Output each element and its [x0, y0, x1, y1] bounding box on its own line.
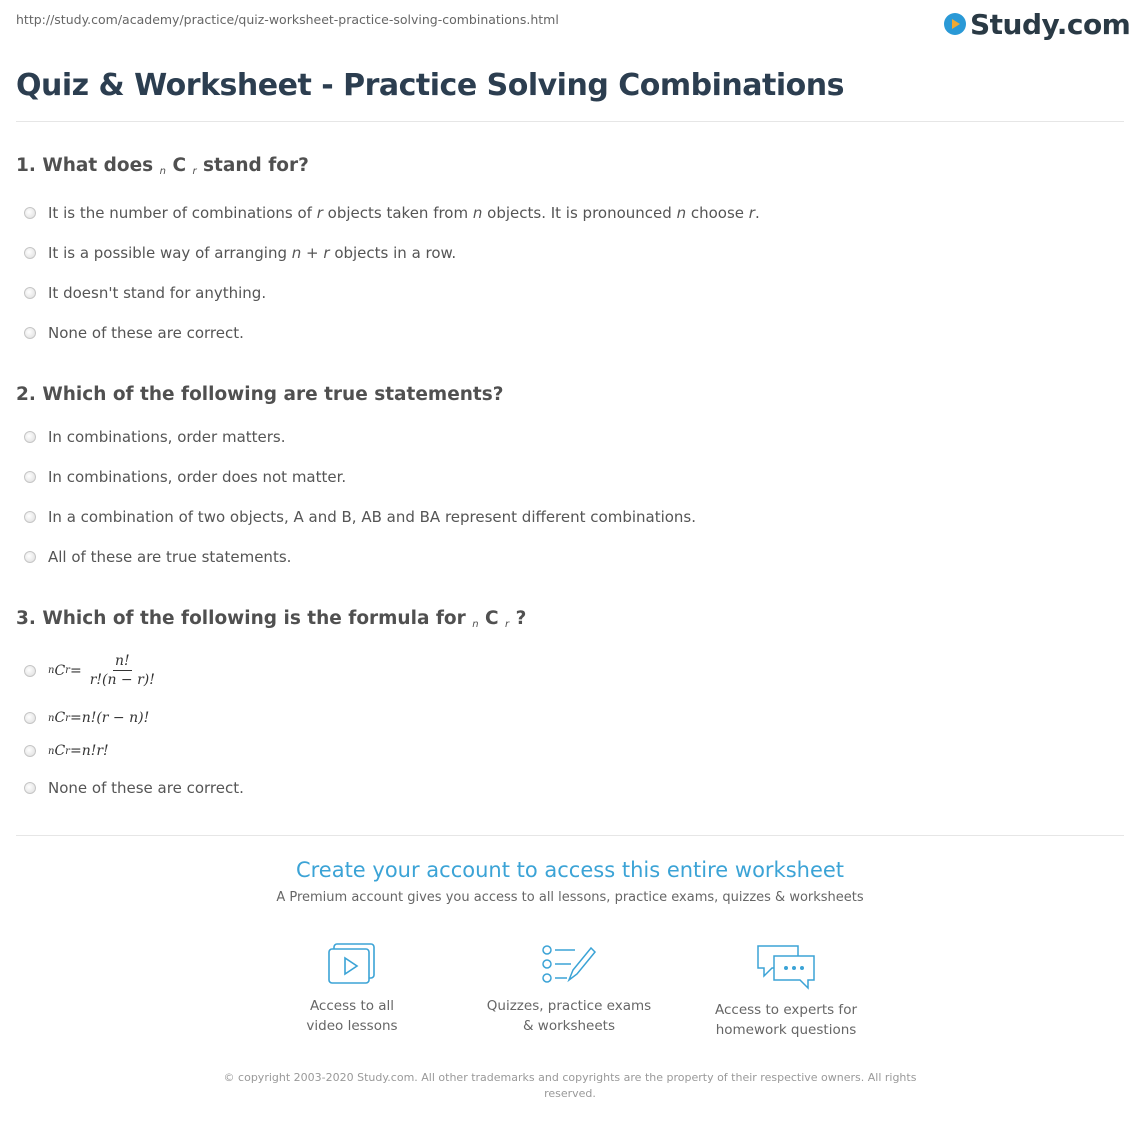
option-text: It doesn't stand for anything. [48, 284, 267, 302]
answer-option[interactable] [24, 779, 244, 797]
copyright: © copyright 2003-2020 Study.com. All other trademarks and copyrights are the property of their respective owners. All rights reserved. [223, 1071, 917, 1100]
option-text: None of these are correct. [48, 324, 244, 342]
radio-button[interactable] [24, 471, 36, 483]
page-url: http://study.com/academy/practice/quiz-worksheet-practice-solving-combinations.html [16, 12, 559, 27]
question-3: 3. Which of the following is the formula for $_n$ C $_r$ ? [16, 608, 527, 630]
answer-option[interactable] [24, 548, 291, 566]
page-title: Quiz & Worksheet - Practice Solving Combinations [16, 68, 844, 103]
radio-button[interactable] [24, 782, 36, 794]
formula: n C r = n!r! [48, 743, 109, 759]
option-text: In a combination of two objects, A and B, AB and BA represent different combinations. [48, 508, 697, 526]
radio-button[interactable] [24, 745, 36, 757]
feature-line: & worksheets [522, 1018, 615, 1034]
divider [16, 835, 1124, 836]
feature-line: Access to experts for [714, 1002, 857, 1018]
chat-bubbles-icon [754, 942, 818, 990]
option-text: In combinations, order does not matter. [48, 468, 347, 486]
study-logo[interactable] [944, 6, 1130, 42]
play-logo-icon [944, 13, 966, 35]
feature-line: Access to all [309, 998, 395, 1014]
radio-button[interactable] [24, 207, 36, 219]
answer-option[interactable] [24, 324, 244, 342]
feature-line: homework questions [715, 1022, 857, 1038]
feature-line: Quizzes, practice exams [486, 998, 652, 1014]
formula: n C r = $\frac{n!}{r!(n - r)!}$ [48, 653, 155, 688]
option-text: It is the number of combinations of r objects taken from n objects. It is pronounced n choose r. [48, 204, 760, 222]
feature-line: video lessons [306, 1018, 398, 1034]
logo-text: Study.com [970, 7, 1131, 41]
answer-option[interactable] [24, 284, 266, 302]
video-lessons-icon [326, 942, 378, 986]
radio-button[interactable] [24, 287, 36, 299]
radio-button[interactable] [24, 511, 36, 523]
option-text: It is a possible way of arranging n + r objects in a row. [48, 244, 457, 262]
answer-option[interactable] [24, 204, 760, 222]
radio-button[interactable] [24, 327, 36, 339]
feature-quizzes [469, 942, 669, 1036]
answer-option[interactable] [24, 244, 456, 262]
cta-subtitle: A Premium account gives you access to all lessons, practice exams, quizzes & worksheets [276, 890, 864, 905]
radio-button[interactable] [24, 431, 36, 443]
answer-option[interactable] [24, 652, 157, 689]
feature-video-lessons [252, 942, 452, 1036]
radio-button[interactable] [24, 665, 36, 677]
radio-button[interactable] [24, 551, 36, 563]
question-2: 2. Which of the following are true statements? [16, 384, 504, 405]
divider [16, 121, 1124, 122]
formula: n C r = n!(r − n)! [48, 710, 150, 726]
option-text: None of these are correct. [48, 779, 244, 797]
answer-option[interactable] [24, 508, 696, 526]
create-account-link[interactable]: Create your account to access this entire worksheet [295, 858, 845, 882]
radio-button[interactable] [24, 247, 36, 259]
option-text: All of these are true statements. [48, 548, 292, 566]
feature-experts [686, 942, 886, 1040]
fraction: $\frac{n!}{r!(n - r)!}$ [89, 653, 155, 688]
answer-option[interactable] [24, 468, 346, 486]
quiz-checklist-icon [541, 942, 597, 986]
radio-button[interactable] [24, 712, 36, 724]
question-1: 1. What does $_n$ C $_r$ stand for? [16, 155, 309, 177]
answer-option[interactable] [24, 710, 149, 726]
answer-option[interactable] [24, 743, 109, 759]
option-text: In combinations, order matters. [48, 428, 286, 446]
answer-option[interactable] [24, 428, 286, 446]
